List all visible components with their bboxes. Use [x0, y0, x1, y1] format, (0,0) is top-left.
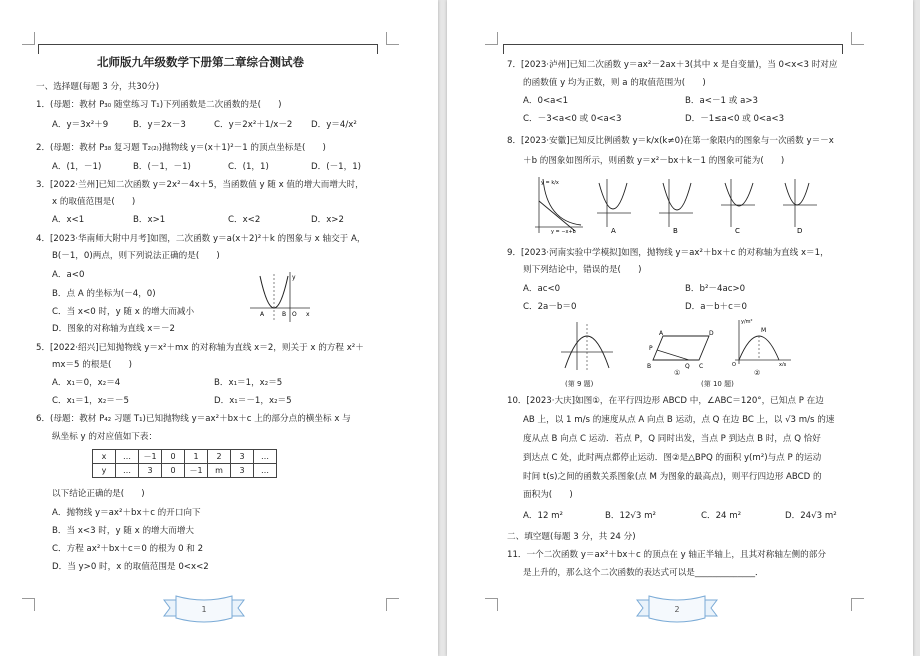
question-5-stem-cont: mx＝5 的根是( ) [52, 360, 132, 370]
crop-mark [485, 598, 498, 611]
option-a: A．x₁＝0，x₂＝4 [52, 378, 121, 388]
question-8-stem: 8．[2023·安徽]已知反比例函数 y＝k/x(k≠0)在第一象限内的图象与一次函数 y＝－x [507, 136, 834, 146]
header-rule [503, 44, 843, 45]
crop-mark [22, 32, 35, 45]
graph-option-a [597, 179, 631, 235]
option-b: B．a<－1 或 a>3 [685, 96, 759, 106]
question-10-stem: 10．[2023·大庆]如图①，在平行四边形 ABCD 中，∠ABC＝120°，已知点 P 在边 [507, 396, 824, 406]
option-d: D．24√3 m² [785, 511, 837, 521]
option-d: D．x₁＝－1，x₂＝5 [214, 396, 292, 406]
option-c: C．－3<a<0 或 0<a<3 [523, 114, 622, 124]
option-d: D．a－b＋c＝0 [685, 302, 747, 312]
question-11-stem-cont: 是上升的，那么这个二次函数的表达式可以是______________． [523, 568, 764, 578]
option-label: A [611, 227, 616, 235]
option-d: D．x>2 [311, 215, 344, 225]
option-b: B．当 x<3 时，y 随 x 的增大而增大 [52, 526, 195, 536]
question-3-stem: 3．[2022·兰州]已知二次函数 y＝2x²－4x＋5，当函数值 y 随 x 值的增大而增大时， [36, 180, 364, 190]
question-9-stem-cont: 则下列结论中，错误的是( ) [523, 265, 642, 275]
option-c: C．方程 ax²＋bx＋c＝0 的根为 0 和 2 [52, 544, 204, 554]
table-cell: 3 [139, 464, 162, 478]
table-cell: 1 [185, 450, 208, 464]
question-2-stem: 2．(母题：教材 P₃₈ 复习题 T₂₍₂₎)抛物线 y＝(x＋1)²－1 的顶点坐标是( ) [36, 143, 326, 153]
question-1-stem: 1．(母题：教材 P₃₀ 随堂练习 T₁)下列函数是二次函数的是( ) [36, 100, 282, 110]
option-b: B．x₁＝1，x₂＝5 [214, 378, 283, 388]
vertex-label: A [659, 330, 664, 337]
question-8-stem-cont: ＋b 的图象如图所示，则函数 y＝x²－bx＋k－1 的图象可能为( ) [523, 156, 785, 166]
option-a: A．ac<0 [523, 284, 561, 294]
option-b: B．b²－4ac>0 [685, 284, 746, 294]
question-5-stem: 5．[2022·绍兴]已知抛物线 y＝x²＋mx 的对称轴为直线 x＝2，则关于 x 的方程 x²＋ [36, 343, 364, 353]
axis-label: y [292, 274, 296, 281]
table-cell: y [93, 464, 116, 478]
question-7-stem-cont: 的函数值 y 均为正数，则 a 的取值范围为( ) [523, 78, 706, 88]
graph-option-d [783, 179, 817, 235]
table-cell: －1 [185, 464, 208, 478]
line-label: y = −x+b [551, 229, 576, 235]
option-c: C．(1，1) [228, 162, 269, 172]
table-cell: 0 [162, 464, 185, 478]
question-10-stem-cont: 到达点 C 处，此时两点都停止运动．图②是△BPQ 的面积 y(m²)与点 P 的运动 [523, 453, 822, 463]
header-rule-end [38, 44, 39, 54]
table-cell: 3 [231, 464, 254, 478]
option-b: B．12√3 m² [605, 511, 656, 521]
figure-caption: (第 10 题) [701, 380, 734, 388]
vertex-label: D [709, 330, 714, 337]
axis-label: x/s [779, 362, 787, 366]
table-cell: x [93, 450, 116, 464]
option-c: C．24 m² [701, 511, 742, 521]
header-rule-end [842, 44, 843, 54]
graph-option-b [659, 179, 693, 235]
point-label: Q [685, 363, 690, 370]
crop-mark [386, 32, 399, 45]
figure-sublabel: ② [754, 369, 761, 377]
area-graph-q10 [729, 316, 793, 366]
value-table [92, 449, 277, 478]
option-a: A．x<1 [52, 215, 85, 225]
option-b: B．(－1，－1) [133, 162, 191, 172]
option-c: C．2a－b＝0 [523, 302, 577, 312]
header-rule [38, 44, 378, 45]
point-label: B [282, 311, 287, 318]
figure-caption: (第 9 题) [565, 380, 594, 388]
page-number: 1 [201, 605, 207, 614]
crop-mark [851, 598, 864, 611]
question-10-stem-cont: 面积为( ) [523, 490, 573, 500]
option-b: B．y＝2x－3 [133, 120, 186, 130]
table-cell: 3 [231, 450, 254, 464]
option-c: C．当 x<0 时，y 随 x 的增大而减小 [52, 307, 195, 317]
parabola-figure-q9 [559, 320, 615, 372]
vertex-label: B [647, 363, 652, 370]
table-cell: … [254, 464, 277, 478]
option-c: C．x₁＝1，x₂＝－5 [52, 396, 129, 406]
question-7-stem: 7．[2023·泸州]已知二次函数 y＝ax²－2ax＋3(其中 x 是自变量)，当 0<x<3 时对应 [507, 60, 838, 70]
origin-label: O [732, 362, 736, 366]
question-4-stem: 4．[2023·华南师大附中月考]如图，二次函数 y＝a(x＋2)²＋k 的图象与 x 轴交于 A， [36, 234, 366, 244]
table-cell: －1 [139, 450, 162, 464]
option-a: A．(1，－1) [52, 162, 102, 172]
option-d: D．图象的对称轴为直线 x＝－2 [52, 324, 176, 334]
origin-label: O [292, 311, 297, 318]
crop-mark [851, 32, 864, 45]
vertex-label: C [699, 363, 704, 370]
table-cell: 0 [162, 450, 185, 464]
table-cell: m [208, 464, 231, 478]
axis-label: x [306, 311, 310, 318]
header-rule-end [503, 44, 504, 54]
table-cell: 2 [208, 450, 231, 464]
point-label: P [649, 345, 653, 352]
section-heading: 二、填空题(每题 3 分，共 24 分) [507, 532, 636, 542]
crop-mark [386, 598, 399, 611]
parallelogram-figure-q10 [643, 330, 719, 370]
table-row [93, 464, 277, 478]
table-cell: … [254, 450, 277, 464]
option-c: C．y＝2x²＋1/x－2 [214, 120, 293, 130]
crop-mark [485, 32, 498, 45]
parabola-figure-q4 [248, 270, 314, 324]
question-10-stem-cont: 时间 t(s)之间的函数关系图象(点 M 为图象的最高点)，则平行四边形 ABCD 的 [523, 472, 822, 482]
page-number: 2 [674, 605, 680, 614]
function-graphs-q8 [531, 175, 847, 237]
document-title: 北师版九年级数学下册第二章综合测试卷 [97, 55, 304, 69]
option-a: A．y＝3x²＋9 [52, 120, 109, 130]
question-11-stem: 11．一个二次函数 y＝ax²＋bx＋c 的顶点在 y 轴正半轴上，且其对称轴左侧的部分 [507, 550, 826, 560]
question-6-prompt: 以下结论正确的是( ) [52, 489, 145, 499]
question-10-stem-cont: 度从点 B 向点 C 运动．若点 P，Q 同时出发，当点 P 到达点 B 时，点 Q 恰好 [523, 434, 821, 444]
question-10-stem-cont: AB 上，以 1 m/s 的速度从点 A 向点 B 运动，点 Q 在边 BC 上，以 √3 m/s 的速 [523, 415, 835, 425]
question-3-stem-cont: x 的取值范围是( ) [52, 197, 136, 207]
option-d: D．当 y>0 时，x 的取值范围是 0<x<2 [52, 562, 209, 572]
option-c: C．x<2 [228, 215, 261, 225]
header-rule-end [377, 44, 378, 54]
option-label: B [673, 227, 678, 235]
option-d: D．y＝4/x² [311, 120, 357, 130]
option-label: C [735, 227, 740, 235]
graph-option-c [721, 179, 755, 235]
question-6-stem: 6．(母题：教材 P₄₂ 习题 T₁)已知抛物线 y＝ax²＋bx＋c 上的部分点的横坐标 x 与 [36, 414, 351, 424]
option-a: A．a<0 [52, 270, 85, 280]
option-a: A．0<a<1 [523, 96, 569, 106]
document-page-1 [0, 0, 438, 656]
point-label: M [761, 327, 767, 334]
document-page-2 [447, 0, 913, 656]
crop-mark [22, 598, 35, 611]
table-row [93, 450, 277, 464]
graph-main [535, 177, 583, 235]
section-heading: 一、选择题(每题 3 分，共30分) [36, 82, 160, 92]
figure-sublabel: ① [674, 369, 681, 377]
point-label: A [260, 311, 265, 318]
option-d: D．(－1，1) [311, 162, 362, 172]
table-cell: … [116, 450, 139, 464]
table-cell: … [116, 464, 139, 478]
question-6-stem-cont: 纵坐标 y 的对应值如下表： [52, 432, 158, 442]
question-9-stem: 9．[2023·河南实验中学模拟]如图，抛物线 y＝ax²＋bx＋c 的对称轴为直线 x＝1， [507, 248, 829, 258]
axis-label: y/m² [741, 319, 753, 325]
option-a: A．抛物线 y＝ax²＋bx＋c 的开口向下 [52, 508, 201, 518]
option-d: D．－1≤a<0 或 0<a<3 [685, 114, 785, 124]
option-a: A．12 m² [523, 511, 563, 521]
option-label: D [797, 227, 803, 235]
option-b: B．x>1 [133, 215, 166, 225]
option-b: B．点 A 的坐标为(－4，0) [52, 289, 156, 299]
question-4-stem-cont: B(－1，0)两点，则下列说法正确的是( ) [52, 251, 220, 261]
curve-label: y = k/x [541, 180, 559, 186]
